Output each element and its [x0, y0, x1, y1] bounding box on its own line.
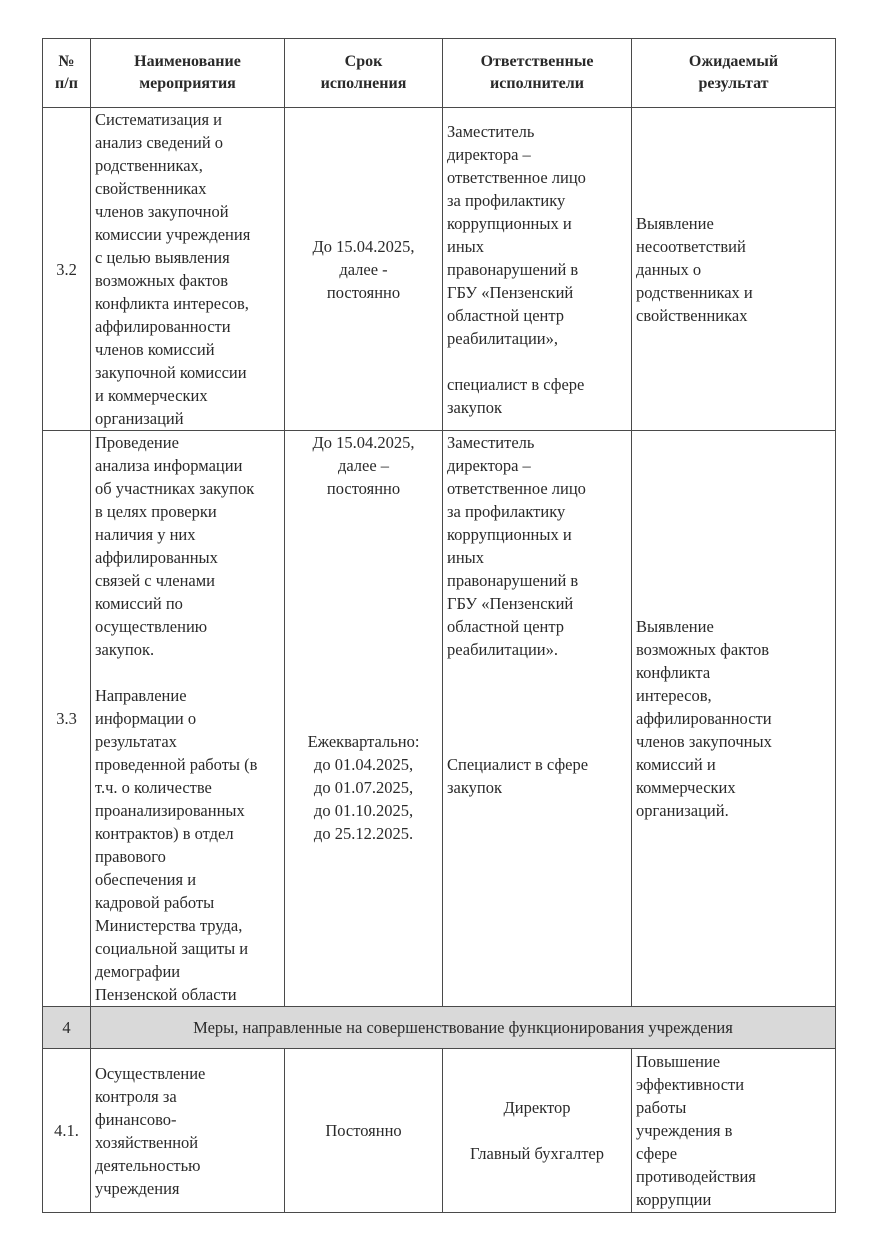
row-4-1-name: Осуществление контроля за финансово- хозяйственной деятельностью учреждения [91, 1049, 285, 1213]
action-plan-table [42, 38, 836, 1213]
row-4-1-responsible-accountant: Главный бухгалтер [469, 1144, 605, 1163]
row-4-1-term: Постоянно [285, 1049, 443, 1213]
header-name: Наименование мероприятия [91, 39, 285, 108]
row-3-3-num: 3.3 [43, 431, 91, 1007]
row-3-3-result: Выявление возможных фактов конфликта интересов, аффилированности членов закупочных комиссий и коммерческих организаций. [632, 431, 836, 1007]
row-4-1-num: 4.1. [43, 1049, 91, 1213]
row-3-3-term [285, 431, 443, 1007]
row-4-1-result: Повышение эффективности работы учреждения в сфере противодействия коррупции [632, 1049, 836, 1213]
row-3-2-responsible-deputy: Заместитель директора – ответственное лицо за профилактику коррупционных и иных правонарушений в ГБУ «Пензенский областной центр реабилитации», [447, 121, 586, 348]
table-row-4-1 [43, 1049, 836, 1213]
row-3-3-term-first: До 15.04.2025, далее – постоянно [312, 433, 415, 498]
section-4-num: 4 [43, 1007, 91, 1049]
row-3-3-name-report: Направление информации о результатах проведенной работы (в т.ч. о количестве проанализированных контрактов) в отдел правового обеспечения и кадровой работы Министерства труда, социальной защиты и демографии Пензенской области [95, 686, 258, 1004]
row-3-2-term: До 15.04.2025, далее - постоянно [285, 108, 443, 431]
table-header-row [43, 39, 836, 108]
row-4-1-responsible-director: Директор [503, 1098, 571, 1117]
table-row-3-2 [43, 108, 836, 431]
row-3-2-name: Систематизация и анализ сведений о родственниках, свойственниках членов закупочной комиссии учреждения с целью выявления возможных фактов конфликта интересов, аффилированности членов комиссий закупочной комиссии и коммерческих организаций [91, 108, 285, 431]
header-num: № п/п [43, 39, 91, 108]
row-3-3-term-quarterly: Ежеквартально: до 01.04.2025, до 01.07.2025, до 01.10.2025, до 25.12.2025. [307, 732, 420, 843]
row-3-2-num: 3.2 [43, 108, 91, 431]
row-4-1-responsible [443, 1049, 632, 1213]
row-3-3-responsible-specialist: Специалист в сфере закупок [447, 755, 589, 797]
table-row-3-3 [43, 431, 836, 1007]
row-3-3-responsible [443, 431, 632, 1007]
row-3-3-name [91, 431, 285, 1007]
row-3-3-name-analysis: Проведение анализа информации об участниках закупок в целях проверки наличия у них аффилированных связей с членами комиссий по осуществлению закупок. [95, 433, 255, 659]
row-3-3-responsible-deputy: Заместитель директора – ответственное лицо за профилактику коррупционных и иных правонарушений в ГБУ «Пензенский областной центр реабилитации». [447, 433, 586, 659]
section-4-title: Меры, направленные на совершенствование функционирования учреждения [91, 1007, 836, 1049]
row-3-2-responsible-specialist: специалист в сфере закупок [447, 374, 585, 417]
header-result: Ожидаемый результат [632, 39, 836, 108]
row-3-2-result: Выявление несоответствий данных о родственниках и свойственниках [632, 108, 836, 431]
header-responsible: Ответственные исполнители [443, 39, 632, 108]
section-4-row [43, 1007, 836, 1049]
header-term: Срок исполнения [285, 39, 443, 108]
row-3-2-responsible [443, 108, 632, 431]
